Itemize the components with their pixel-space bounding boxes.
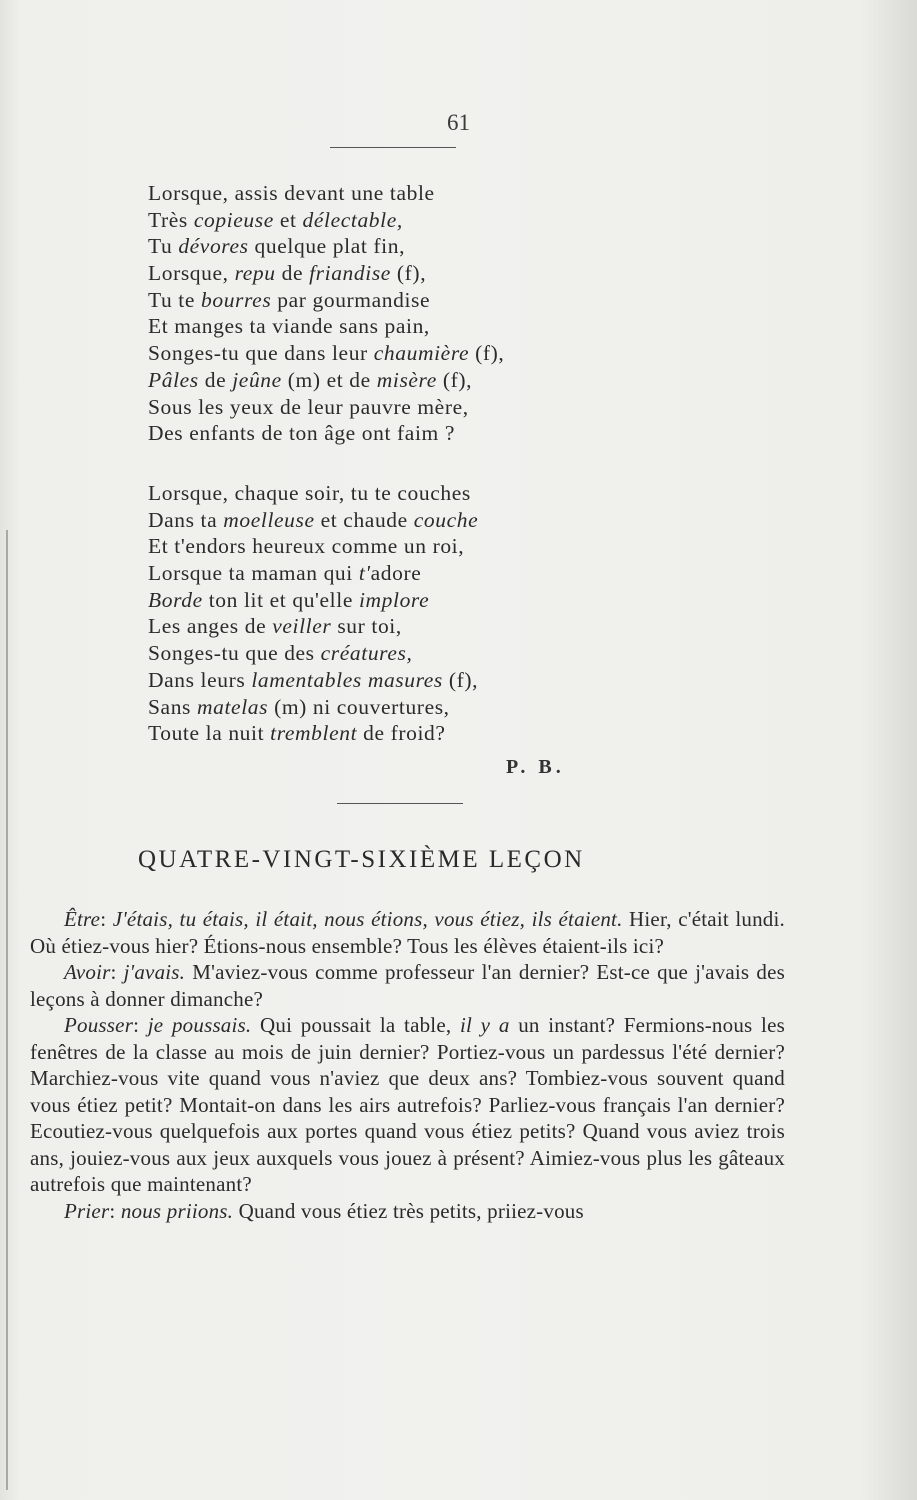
poem-text: Songes-tu que des (148, 641, 321, 666)
poem-text: Tu te (148, 287, 201, 312)
page-binding-edge (6, 530, 8, 1490)
poem-text: Sous les yeux de leur pauvre mère, (148, 394, 469, 419)
lesson-italic-text: Pousser (64, 1013, 134, 1037)
poem-text: Lorsque ta maman qui (148, 561, 359, 586)
poem-italic-word: jeûne (232, 367, 282, 392)
poem-italic-word: chaumière (373, 341, 470, 366)
poem-line (148, 313, 504, 340)
poem-line (148, 367, 504, 394)
lesson-text-segment: : (110, 960, 124, 984)
lesson-paragraph (30, 959, 785, 1012)
poem-text: Et manges ta viande sans pain, (148, 314, 430, 339)
poem-text: Tu (148, 234, 179, 259)
poem-line (148, 207, 504, 234)
poem-text: adore (370, 561, 422, 586)
poem-text: Et t'endors heureux comme un roi, (148, 534, 465, 559)
poem-italic-word: dévores (178, 234, 249, 259)
poem-signature: P. B. (506, 756, 565, 778)
poem-italic-word: bourres (201, 287, 272, 312)
poem-italic-word: copieuse (193, 207, 274, 232)
poem-italic-word: couche (413, 507, 479, 532)
lesson-text-segment: Hier, c'était lundi. Où étiez-vous hier? Étions-nous ensemble? Tous les élèves étaient-ils ici? (30, 907, 785, 958)
poem-line (148, 180, 504, 207)
poem-line (148, 507, 478, 534)
poem-line (148, 640, 478, 667)
poem-line (148, 667, 478, 694)
poem-text: (f), (469, 341, 505, 366)
lesson-paragraph (30, 1012, 785, 1198)
poem-text: (f), (442, 667, 479, 692)
lesson-text-segment: : (109, 1198, 121, 1223)
lesson-text-segment: un instant? Fermions-nous les fenêtres de la classe au mois de juin dernier? Portiez-vous un pardessus l'été dernier? Marchiez-vous vite quand vous n'aviez que deux ans? Tombiez-vous souvent quand vous étiez petit? Montait-on dans les airs autrefois? Parliez-vous français l'an dernier? Ecoutiez-vous quelquefois aux portes quand vous étiez petits? Quand vous aviez trois ans, jouiez-vous aux jeux auxquels vous jouez à présent? Aimiez-vous plus les gâteaux autrefois que maintenant? (30, 1013, 785, 1196)
lesson-text (30, 906, 785, 1224)
poem-italic-word: créatures, (320, 641, 413, 666)
poem-italic-word: veiller (272, 614, 332, 639)
poem-text: Sans (148, 694, 197, 719)
poem-italic-word: lamentables masures (251, 667, 443, 692)
lesson-italic-text: j'avais. (123, 960, 186, 984)
poem-italic-word: Pâles (148, 367, 199, 392)
poem-text: quelque plat fin, (248, 234, 406, 259)
lesson-text-segment: M'aviez-vous comme professeur l'an dernier? Est-ce que j'avais des leçons à donner dimanche? (30, 960, 785, 1011)
poem-line (148, 587, 478, 614)
poem-text: Lorsque, chaque soir, tu te couches (148, 481, 471, 505)
poem-text: (f), (436, 367, 473, 392)
lesson-italic-text: il y a (459, 1013, 510, 1037)
poem-text: de froid? (357, 721, 446, 746)
poem-italic-word: t' (358, 561, 371, 586)
poem-text: sur toi, (331, 614, 402, 639)
poem-text: Lorsque, (148, 261, 235, 286)
poem-line (148, 287, 504, 314)
lesson-title: QUATRE-VINGT-SIXIÈME LEÇON (138, 846, 585, 873)
lesson-italic-text: Avoir (64, 960, 111, 984)
poem-text: Lorsque, assis devant une table (148, 181, 435, 205)
poem-line (148, 420, 504, 447)
poem-text: et chaude (314, 507, 414, 532)
poem-stanza-1 (148, 180, 504, 447)
poem-italic-word: repu (234, 261, 276, 286)
poem-text: (m) et de (281, 367, 377, 392)
lesson-text-segment: : (133, 1013, 148, 1037)
poem-italic-word: implore (358, 587, 430, 612)
poem-italic-word: matelas (197, 694, 269, 719)
poem-line (148, 394, 504, 421)
poem-line (148, 260, 504, 287)
poem-italic-word: délectable, (302, 207, 403, 232)
poem-text: Les anges de (148, 614, 273, 639)
poem-text: Dans leurs (148, 667, 252, 692)
poem-text: Dans ta (148, 507, 224, 532)
poem-text: Toute la nuit (148, 721, 271, 746)
lesson-italic-text: Être (64, 907, 101, 931)
poem-text: Songes-tu que dans leur (148, 341, 374, 366)
poem-text: (m) ni couvertures, (268, 694, 450, 719)
poem-text: par gourmandise (271, 287, 431, 312)
poem-text: Des enfants de ton âge ont faim ? (148, 421, 455, 446)
poem-italic-word: Borde (148, 587, 203, 612)
lesson-italic-text: nous priions. (120, 1198, 234, 1223)
poem-text: et (273, 207, 303, 232)
poem-italic-word: friandise (309, 261, 391, 286)
poem-line (148, 720, 478, 747)
poem-line (148, 480, 478, 507)
poem-text: de (198, 367, 233, 392)
poem-line (148, 233, 504, 260)
poem-stanza-2 (148, 480, 478, 747)
poem-text: Très (148, 207, 194, 232)
poem-italic-word: misère (376, 367, 437, 392)
lesson-paragraph (30, 1198, 785, 1225)
poem-text: (f), (390, 261, 427, 286)
poem-text: de (275, 261, 310, 286)
poem-line (148, 340, 504, 367)
page-number: 61 (447, 110, 470, 135)
poem-line (148, 533, 478, 560)
lesson-italic-text: je poussais. (147, 1013, 252, 1037)
section-rule (337, 803, 463, 804)
lesson-text-segment: Quand vous étiez très petits, priiez-vous (233, 1198, 584, 1223)
poem-line (148, 613, 478, 640)
lesson-italic-text: J'étais, tu étais, il était, nous étions, vous étiez, ils étaient. (112, 907, 623, 931)
poem-line (148, 560, 478, 587)
poem-italic-word: tremblent (270, 721, 358, 746)
lesson-text-segment: : (100, 907, 113, 931)
poem-text: ton lit et qu'elle (202, 587, 359, 612)
header-rule (330, 147, 456, 148)
lesson-italic-text: Prier (64, 1198, 110, 1223)
lesson-paragraph (30, 906, 785, 959)
lesson-text-segment: Qui poussait la table, (251, 1013, 460, 1037)
poem-italic-word: moelleuse (223, 507, 315, 532)
poem-line (148, 694, 478, 721)
